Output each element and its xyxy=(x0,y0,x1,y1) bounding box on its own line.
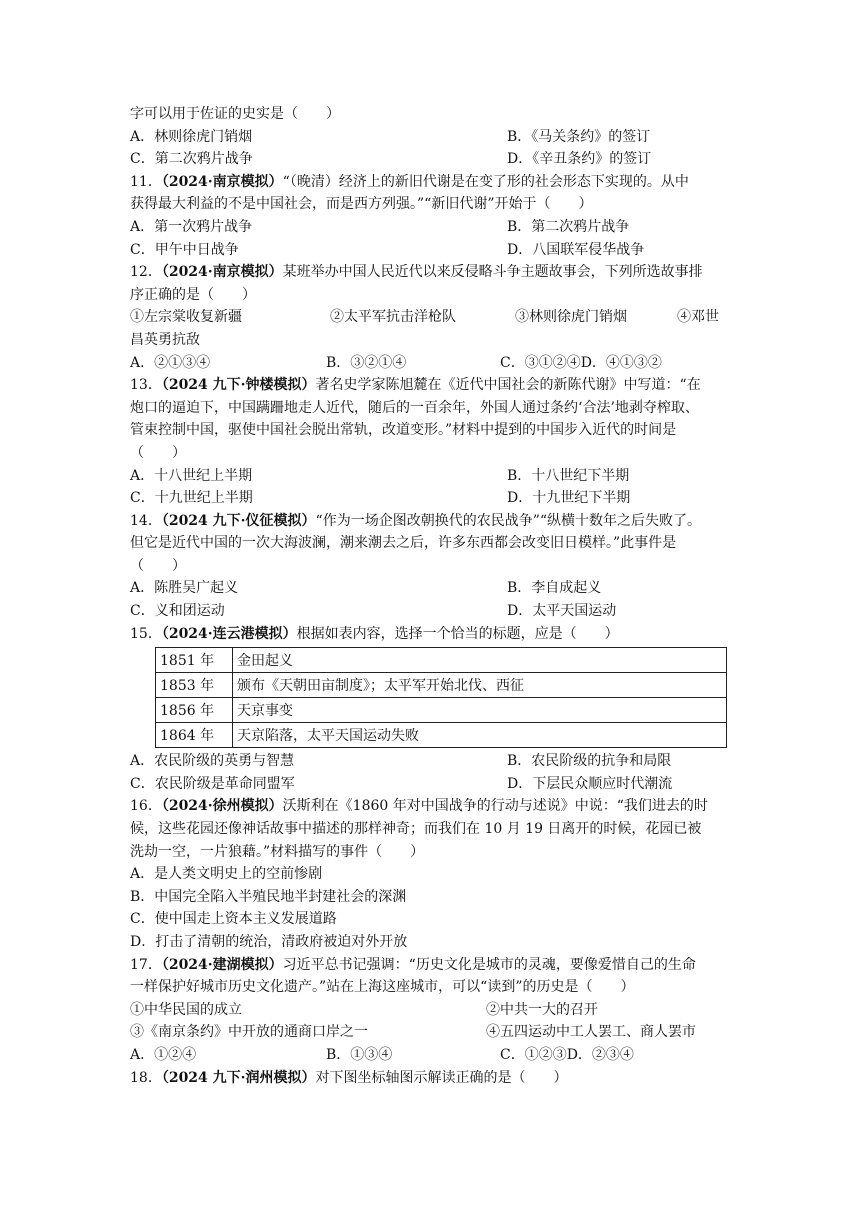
option-cd: C．③①②④D．④①③② xyxy=(500,354,662,371)
option-d: D．下层民众顺应时代潮流 xyxy=(507,775,673,792)
options-row xyxy=(130,487,732,510)
item-2: ②太平军抗击洋枪队 xyxy=(330,309,456,326)
items-row xyxy=(130,1021,732,1044)
item-4: ④五四运动中工人罢工、商人罢市 xyxy=(486,1024,696,1041)
option-b: B．第二次鸦片战争 xyxy=(507,218,630,235)
table-row xyxy=(156,723,727,748)
stem-text: “作为一场企图改朝换代的农民战争”“纵横十数年之后失败了。 xyxy=(315,512,702,529)
option-a: A．第一次鸦片战争 xyxy=(130,218,253,235)
option-cd: C．①②③D．②③④ xyxy=(500,1046,634,1063)
stem-text: 对下图坐标轴图示解读正确的是（ ） xyxy=(315,1069,568,1086)
event-cell: 颁布《天朝田亩制度》；太平军开始北伐、西征 xyxy=(233,673,727,698)
option-c: C．十九世纪上半期 xyxy=(130,490,253,507)
question-number: 11． xyxy=(130,173,162,190)
question-number: 18． xyxy=(130,1069,162,1086)
item-1: ①中华民国的成立 xyxy=(130,1001,242,1018)
options-row xyxy=(130,465,732,488)
event-cell: 金田起义 xyxy=(233,648,727,673)
stem-text: 一样保护好城市历史文化遗产。”站在上海这座城市，可以“读到”的历史是（ ） xyxy=(130,979,635,996)
options-row xyxy=(130,1044,732,1067)
year-cell: 1856 年 xyxy=(156,698,233,723)
stem-text: 炮口的逼迫下，中国蹒跚地走人近代，随后的一百余年，外国人通过条约‘合法’地剥夺榨取、 xyxy=(130,399,699,416)
question-number: 14． xyxy=(130,512,162,529)
options-row xyxy=(130,148,732,171)
option-b: B．①③④ xyxy=(326,1046,393,1063)
question-11-stem xyxy=(130,171,732,194)
option-d: D．八国联军侵华战争 xyxy=(507,241,645,258)
option-a: A．是人类文明史上的空前惨剧 xyxy=(130,866,323,883)
options-row xyxy=(130,773,732,796)
year-cell: 1851 年 xyxy=(156,648,233,673)
option-d: D．太平天国运动 xyxy=(507,603,617,620)
question-number: 16． xyxy=(130,798,162,815)
stem-text: 序正确的是（ ） xyxy=(130,286,256,303)
question-number: 13． xyxy=(130,377,162,394)
question-number: 12． xyxy=(130,264,162,281)
option-a: A．林则徐虎门销烟 xyxy=(130,128,253,145)
question-13-stem xyxy=(130,374,732,397)
items-row xyxy=(130,999,732,1022)
stem-text: 沃斯利在《1860 年对中国战争的行动与述说》中说：“我们进去的时 xyxy=(282,798,708,815)
event-cell: 天京陷落，太平天国运动失败 xyxy=(233,723,727,748)
stem-text: 管束控制中国，驱使中国社会脱出常轨，改道变形。”材料中提到的中国步入近代的时间是 xyxy=(130,422,677,439)
options-row xyxy=(130,577,732,600)
stem-text: （ ） xyxy=(130,444,186,461)
stem-text: 获得最大利益的不是中国社会，而是西方列强。”“新旧代谢”开始于（ ） xyxy=(130,196,593,213)
stem-text: （ ） xyxy=(130,557,186,574)
option-b: B．中国完全陷入半殖民地半封建社会的深渊 xyxy=(130,888,407,905)
question-source: （2024·南京模拟） xyxy=(161,264,283,281)
option-b: B．李自成起义 xyxy=(507,580,602,597)
stem-text: 某班举办中国人民近代以来反侵略斗争主题故事会，下列所选故事排 xyxy=(282,264,703,281)
option-c: C．农民阶级是革命同盟军 xyxy=(130,775,295,792)
year-cell: 1864 年 xyxy=(156,723,233,748)
question-15-stem xyxy=(130,623,732,646)
option-c: C．第二次鸦片战争 xyxy=(130,151,253,168)
stem-text: 候，这些花园还像神话故事中描述的那样神奇；而我们在 10 月 19 日离开的时候，花园已被 xyxy=(130,821,702,838)
option-c: C．甲午中日战争 xyxy=(130,241,239,258)
question-18-stem xyxy=(130,1067,732,1090)
question-number: 17． xyxy=(130,956,162,973)
item-1: ①左宗棠收复新疆 xyxy=(130,309,242,326)
options-row xyxy=(130,126,732,149)
options-row xyxy=(130,239,732,262)
stem-text: “（晚清）经济上的新旧代谢是在变了形的社会形态下实现的。从中 xyxy=(282,173,689,190)
question-16-stem xyxy=(130,795,732,818)
options-row xyxy=(130,216,732,239)
option-d: D．打击了清朝的统治，清政府被迫对外开放 xyxy=(130,934,408,950)
question-source: （2024 九下·钟楼模拟） xyxy=(161,377,316,394)
question-source: （2024·建湖模拟） xyxy=(161,956,283,973)
option-a: A．陈胜吴广起义 xyxy=(130,580,239,597)
year-cell: 1853 年 xyxy=(156,673,233,698)
options-row xyxy=(130,600,732,623)
stem-text: 根据如表内容，选择一个恰当的标题，应是（ ） xyxy=(296,625,619,642)
question-source: （2024 九下·仪征模拟） xyxy=(161,512,316,529)
table-row xyxy=(156,698,727,723)
option-c: C．使中国走上资本主义发展道路 xyxy=(130,911,337,928)
stem-text: 洗劫一空，一片狼藉。”材料描写的事件（ ） xyxy=(130,843,425,860)
question-source: （2024 九下·润州模拟） xyxy=(161,1069,316,1086)
events-table xyxy=(155,647,727,748)
question-number: 15． xyxy=(130,625,162,642)
option-c: C．义和团运动 xyxy=(130,603,225,620)
options-row xyxy=(130,750,732,773)
table-row xyxy=(156,673,727,698)
exam-page xyxy=(130,103,732,1089)
option-a: A．①②④ xyxy=(130,1046,197,1063)
option-d: D．十九世纪下半期 xyxy=(507,490,631,507)
table-row xyxy=(156,648,727,673)
stem-text: 著名史学家陈旭麓在《近代中国社会的新陈代谢》中写道：“在 xyxy=(315,377,701,394)
event-cell: 天京事变 xyxy=(233,698,727,723)
items-row xyxy=(130,306,732,329)
option-b: B．《马关条约》的签订 xyxy=(507,128,651,145)
option-b: B．农民阶级的抗争和局限 xyxy=(507,753,672,770)
question-source: （2024·南京模拟） xyxy=(161,173,283,190)
item-3: ③林则徐虎门销烟 xyxy=(515,309,627,326)
options-row xyxy=(130,352,732,375)
question-stem: 字可以用于佐证的史实是（ ） xyxy=(130,106,340,122)
question-17-stem xyxy=(130,954,732,977)
item-3: ③《南京条约》中开放的通商口岸之一 xyxy=(130,1024,368,1041)
item-4: ④邓世 xyxy=(677,309,719,326)
question-14-stem xyxy=(130,510,732,533)
question-12-stem xyxy=(130,261,732,284)
stem-text: 但它是近代中国的一次大海波澜，潮来潮去之后，许多东西都会改变旧日模样。”此事件是 xyxy=(130,535,677,552)
question-source: （2024·徐州模拟） xyxy=(161,798,283,815)
stem-text: 习近平总书记强调：“历史文化是城市的灵魂，要像爱惜自己的生命 xyxy=(282,956,696,973)
item-4-cont: 昌英勇抗敌 xyxy=(130,331,200,348)
option-a: A．农民阶级的英勇与智慧 xyxy=(130,753,295,770)
option-b: B．十八世纪下半期 xyxy=(507,467,630,484)
option-b: B．③②①④ xyxy=(326,354,407,371)
option-a: A．②①③④ xyxy=(130,354,211,371)
item-2: ②中共一大的召开 xyxy=(486,1001,598,1018)
option-a: A．十八世纪上半期 xyxy=(130,467,253,484)
option-d: D．《辛丑条约》的签订 xyxy=(507,151,652,168)
question-source: （2024·连云港模拟） xyxy=(161,625,297,642)
